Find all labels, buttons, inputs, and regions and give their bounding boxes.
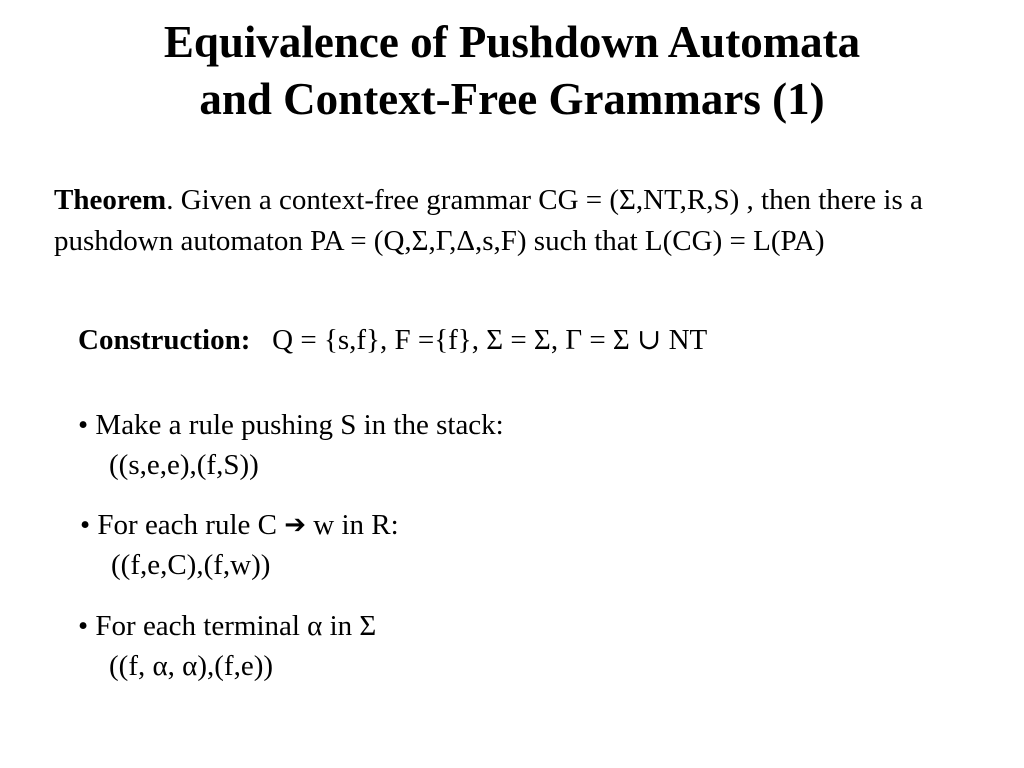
bullet-rule-transition <box>80 505 399 585</box>
construction-line <box>78 320 998 361</box>
construction-label: Construction: <box>78 324 251 356</box>
bullet-push-start <box>78 405 504 485</box>
theorem-label: Theorem <box>54 184 167 216</box>
theorem-text: . Given a context-free grammar CG = (Σ,NT,R,S) , then there is a pushdown automaton PA = (Q,Σ,Γ,Δ,s,F) such that L(CG) = L(PA) <box>54 184 923 257</box>
bullet-text-after: w in R: <box>306 509 399 541</box>
bullet-text: • Make a rule pushing S in the stack: <box>78 409 504 441</box>
theorem-paragraph <box>54 180 994 262</box>
title-line-1: Equivalence of Pushdown Automata <box>163 17 861 67</box>
right-arrow-icon: ➔ <box>284 510 307 540</box>
slide-title <box>0 14 1024 128</box>
bullet-transition: ((f, α, α),(f,e)) <box>109 650 274 682</box>
bullet-text-before: • For each rule C <box>80 509 285 541</box>
bullet-text: • For each terminal α in Σ <box>78 610 377 642</box>
construction-text: Q = {s,f}, F ={f}, Σ = Σ, Γ = Σ ∪ NT <box>272 324 708 356</box>
title-line-2: and Context-Free Grammars (1) <box>199 74 825 124</box>
bullet-terminal-transition <box>78 606 376 686</box>
bullet-transition: ((f,e,C),(f,w)) <box>111 549 271 581</box>
bullet-transition: ((s,e,e),(f,S)) <box>109 449 259 481</box>
